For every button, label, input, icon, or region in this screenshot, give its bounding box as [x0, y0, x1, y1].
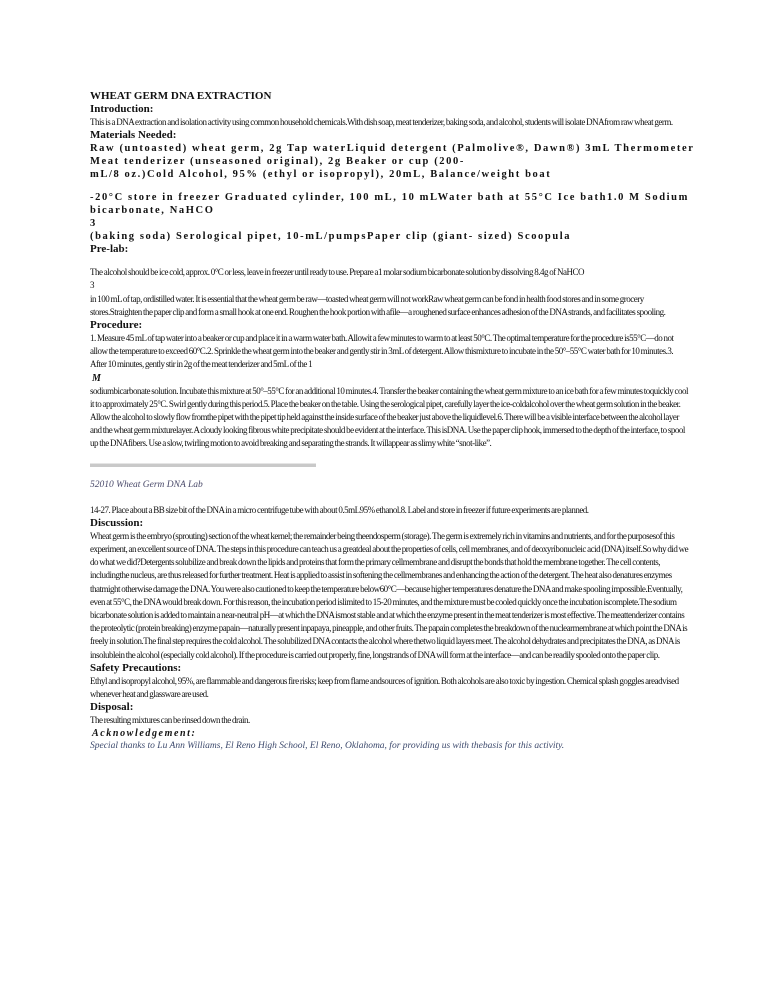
document-title: WHEAT GERM DNA EXTRACTION — [90, 90, 272, 102]
discussion-heading: Discussion: — [90, 516, 144, 529]
document-page — [90, 90, 695, 753]
introduction-heading: Introduction: — [90, 103, 154, 115]
prelab-heading: Pre-lab: — [90, 243, 129, 256]
molar-symbol: M — [92, 372, 101, 384]
disposal-text: The resulting mixtures can be rinsed down the drain. — [90, 715, 250, 726]
procedure-text: sodiumbicarbonate solution. Incubate this mixture at 50°–55°C for an additional 10 minutes.4. Transfer the beaker containing the wheat germ mixture to an ice bath for a few minutes toquickly cool it to approximately 25°C. Swirl gently during this period.5. Place the beaker on the table. Using the serological pipet, carefully layer the ice-coldalcohol over the wheat germ solution in the beaker. Allow the alcohol to slowly flow fromthe pipet with the pipet tip held against the inside surface of the beaker just above the liquidlevel.6. There will be a visible interface between the alcohol layer and the wheat germ mixturelayer. A cloudy looking fibrous white precipitate should be evident at the interface. This isDNA. Use the paper clip hook, immersed to the depth of the interface, to spool up the DNAfibers. Use a slow, twirling motion to avoid breaking and separating the strands. It willappear as slimy white “snot-like”. — [90, 385, 689, 449]
materials-line: mL/8 oz.)Cold Alcohol, 95% (ethyl or isopropyl), 20mL, Balance/weight boat — [90, 169, 552, 181]
introduction-text: This is a DNA extraction and isolation activity using common household chemicals.With dish soap, meat tenderizer, baking soda, and alcohol, students will isolate DNAfrom raw wheat germ. — [90, 117, 673, 127]
prelab-text: The alcohol should be ice cold, approx. 0°C or less, leave in freezer until ready to use. Prepare a1 molar sodium bicarbonate solution by dissolving 8.4g of NaHCO — [90, 267, 584, 278]
procedure-text: 1. Measure 45 mL of tap water into a beaker or cup and place it in a warm water bath. Allowit a few minutes to warm to at least 50°C. The optimal temperature for the procedure is55°C—do not allow the temperature to exceed 60°C.2. Sprinkle the wheat germ into the beaker and gently stir in 3mL of detergent. Allow thismixture to incubate in the 50°–55°C water bath for 10 minutes.3. After 10 minutes, gently stir in 2g of the meat tenderizer and 5mL of the 1 — [90, 333, 674, 370]
materials-line: Meat tenderizer (unseasoned original), 2g Beaker or cup (200- — [90, 156, 465, 168]
disposal-heading: Disposal: — [90, 701, 134, 714]
discussion-text: Wheat germ is the embryo (sprouting) section of the wheat kernel; the remainder being theendosperm (storage). The germ is extremely rich in vitamins and nutrients, and for the purposesof this experiment, an excellent source of DNA. The steps in this procedure can teach us a greatdeal about the properties of cells, cell membranes, and of deoxyribonucleic acid (DNA) itself.So why did we do what we did?Detergents solubilize and break down the lipids and proteins that form the primary cellmembrane and disrupt the bonds that hold the membrane together. The cell contents, includingthe nucleus, are thus released for further treatment. Heat is applied to assist in softening the cellmembranes and enhancing the action of the detergent. The heat also denatures enzymes thatmight otherwise damage the DNA. You were also cautioned to keep the temperature below60°C—because higher temperatures denature the DNA and make spooling impossible.Eventually, even at 55°C, the DNA would break down. For this reason, the incubation period islimited to 15-20 minutes, and the mixture must be cooled quickly once the incubation iscomplete.The sodium bicarbonate solution is added to maintain a near-neutral pH—at which the DNA ismost stable and at which the enzyme present in the meat tenderizer is most effective. The meattenderizer contains the proteolytic (protein breaking) enzyme papain—naturally present inpapaya, pineapple, and other fruits. The papain completes the breakdown of the nuclearmembrane at which point the DNA is freely in solution.The final step requires the cold alcohol. The solubilized DNA contacts the alcohol where thetwo liquid layers meet. The alcohol dehydrates and precipitates the DNA, as DNA is insolublein the alcohol (especially cold alcohol). If the procedure is carried out properly, fine, longstrands of DNA will form at the interface—and can be readily spooled onto the paper clip. — [90, 530, 689, 660]
page-footer: 52010 Wheat Germ DNA Lab — [90, 479, 203, 490]
procedure-heading: Procedure: — [90, 319, 143, 332]
materials-line: -20°C store in freezer Graduated cylinder, 100 mL, 10 mLWater bath at 55°C Ice bath1.0 M Sodium — [90, 192, 689, 204]
acknowledgement-heading: Acknowledgement: — [92, 728, 197, 740]
materials-line: (baking soda) Serological pipet, 10-mL/pumpsPaper clip (giant- sized) Scoopula — [90, 231, 572, 243]
materials-line: bicarbonate, NaHCO — [90, 205, 215, 217]
materials-line: Raw (untoasted) wheat germ, 2g Tap waterLiquid detergent (Palmolive®, Dawn®) 3mL Thermometer — [90, 143, 695, 155]
materials-line: 3 — [90, 218, 97, 230]
procedure-continued: 14-27. Place about a BB size bit of the DNA in a micro centrifuge tube with about 0.5mL95% ethanol.8. Label and store in freezer if future experiments are planned. — [90, 504, 589, 515]
safety-text: Ethyl and isopropyl alcohol, 95%, are flammable and dangerous fire risks; keep from flame andsources of ignition. Both alcohols are also toxic by ingestion. Chemical splash goggles areadvised whenever heat and glassware are used. — [90, 675, 679, 700]
acknowledgement-text: Special thanks to Lu Ann Williams, El Reno High School, El Reno, Oklahoma, for providing us with thebasis for this activity. — [90, 741, 565, 752]
prelab-text: in 100 mL of tap, ordistilled water. It is essential that the wheat germ be raw—toasted wheat germ will not workRaw wheat germ can be fond in health food stores and in some grocery stores.Straighten the paper clip and form a small hook at one end. Roughen the hook portion with afile—a roughened surface enhances adhesion of the DNA strands, and facilitates spooling. — [90, 293, 666, 317]
prelab-subscript: 3 — [90, 280, 94, 291]
materials-heading: Materials Needed: — [90, 129, 177, 142]
safety-heading: Safety Precautions: — [90, 661, 182, 674]
